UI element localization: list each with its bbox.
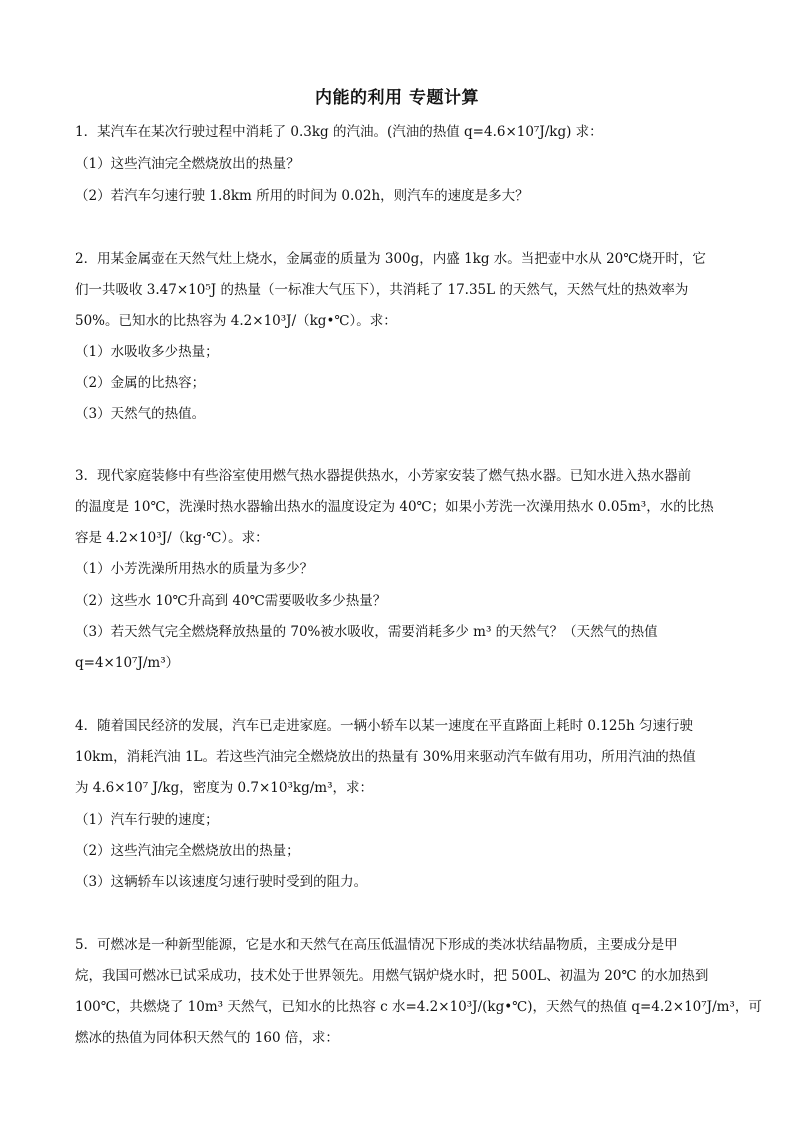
q4-line1: 4．随着国民经济的发展，汽车已走进家庭。一辆小轿车以某一速度在平直路面上耗时 0.125h 匀速行驶 xyxy=(75,718,694,734)
q4-line3: 为 4.6×10⁷ J/kg，密度为 0.7×10³kg/m³，求： xyxy=(75,780,373,796)
q4-sub1: （1）汽车行驶的速度； xyxy=(75,812,219,828)
q2-sub3: （3）天然气的热值。 xyxy=(75,406,206,422)
q1-stem: 1．某汽车在某次行驶过程中消耗了 0.3kg 的汽油。(汽油的热值 q=4.6×10⁷J/kg) 求： xyxy=(75,124,603,140)
q5-line2: 烷，我国可燃冰已试采成功，技术处于世界领先。用燃气锅炉烧水时，把 500L、初温为 20℃ 的水加热到 xyxy=(75,968,709,984)
q5-line1: 5．可燃冰是一种新型能源，它是水和天然气在高压低温情况下形成的类冰状结晶物质，主要成分是甲 xyxy=(75,937,678,953)
q4-sub3: （3）这辆轿车以该速度匀速行驶时受到的阻力。 xyxy=(75,874,368,890)
q3-line2: 的温度是 10℃，洗澡时热水器输出热水的温度设定为 40℃；如果小芳洗一次澡用热水 0.05m³，水的比热 xyxy=(75,499,714,515)
q3-line3: 容是 4.2×10³J/（kg·℃）。求： xyxy=(75,530,269,546)
q3-sub3a: （3）若天然气完全燃烧释放热量的 70%被水吸收，需要消耗多少 m³ 的天然气？（天然气的热值 xyxy=(75,624,658,640)
q2-sub1: （1）水吸收多少热量； xyxy=(75,344,219,360)
q2-line2: 们一共吸收 3.47×10⁵J 的热量（一标准大气压下），共消耗了 17.35L 的天然气，天然气灶的热效率为 xyxy=(75,282,689,298)
q4-line2: 10km，消耗汽油 1L。若这些汽油完全燃烧放出的热量有 30%用来驱动汽车做有用功，所用汽油的热值 xyxy=(75,749,696,765)
q5-line3: 100℃，共燃烧了 10m³ 天然气，已知水的比热容 c 水=4.2×10³J/(kg•℃)，天然气的热值 q=4.2×10⁷J/m³，可 xyxy=(75,999,762,1015)
q3-line1: 3．现代家庭装修中有些浴室使用燃气热水器提供热水，小芳家安装了燃气热水器。已知水进入热水器前 xyxy=(75,468,692,484)
q3-sub3b: q=4×10⁷J/m³） xyxy=(75,655,180,671)
page-title: 内能的利用 专题计算 xyxy=(315,88,479,108)
q2-line1: 2．用某金属壶在天然气灶上烧水，金属壶的质量为 300g，内盛 1kg 水。当把壶中水从 20℃烧开时，它 xyxy=(75,251,706,267)
q5-line4: 燃冰的热值为同体积天然气的 160 倍，求： xyxy=(75,1030,339,1046)
q3-sub1: （1）小芳洗澡所用热水的质量为多少？ xyxy=(75,561,314,577)
q2-sub2: （2）金属的比热容； xyxy=(75,375,206,391)
q3-sub2: （2）这些水 10℃升高到 40℃需要吸收多少热量？ xyxy=(75,593,387,609)
q2-line3: 50%。已知水的比热容为 4.2×10³J/（kg•℃）。求： xyxy=(75,313,397,329)
q4-sub2: （2）这些汽油完全燃烧放出的热量； xyxy=(75,843,300,859)
q1-sub2: （2）若汽车匀速行驶 1.8km 所用的时间为 0.02h，则汽车的速度是多大？ xyxy=(75,188,529,204)
q1-sub1: （1）这些汽油完全燃烧放出的热量？ xyxy=(75,156,300,172)
